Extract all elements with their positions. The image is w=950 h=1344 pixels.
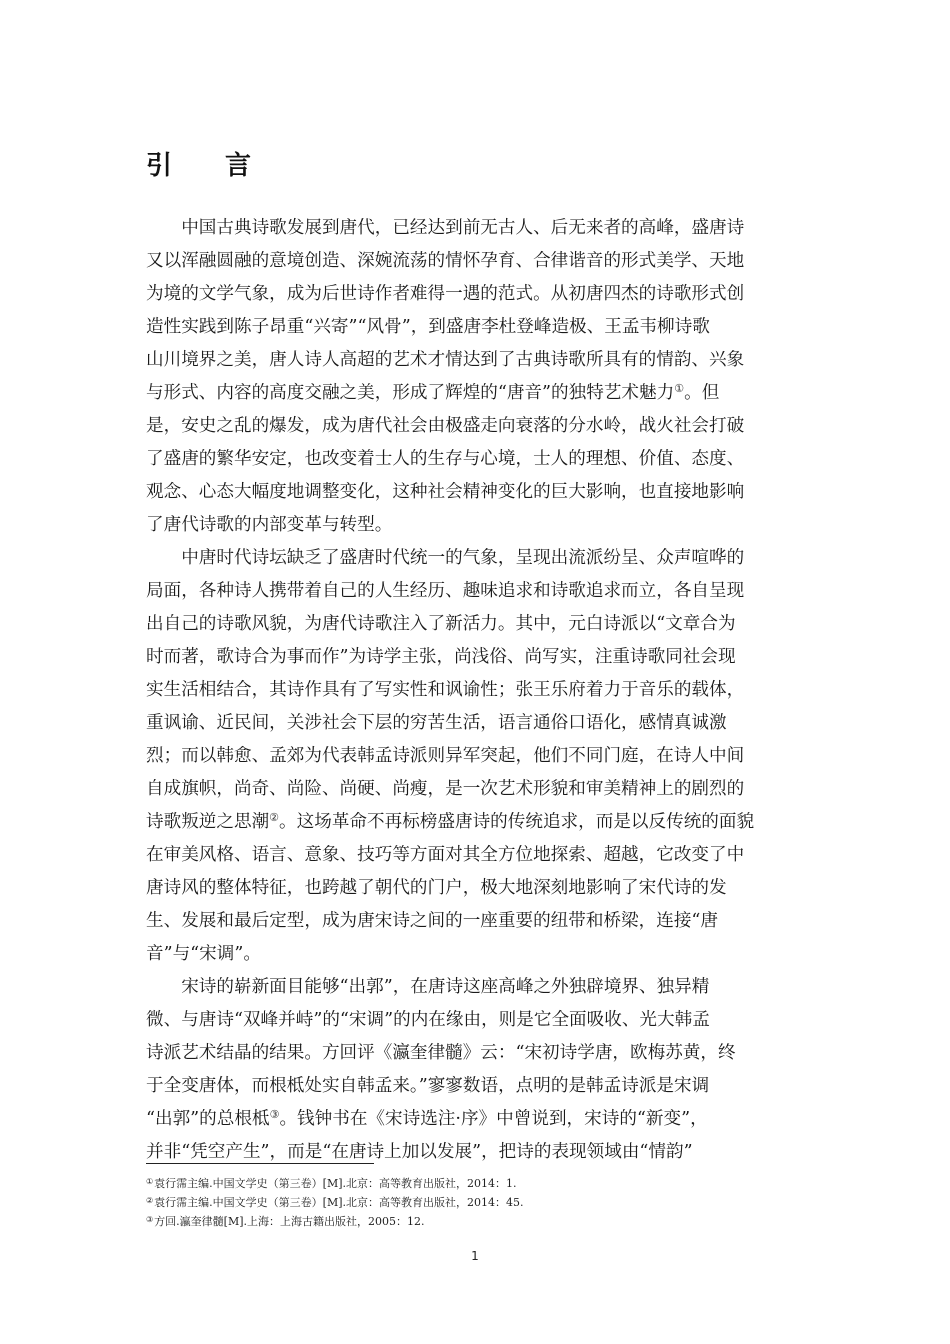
text-line: 于全变唐体，而根柢处实自韩孟来。”寥寥数语，点明的是韩孟诗派是宋调 [146,1076,710,1096]
footnote-divider [146,1163,374,1164]
text-line: 并非“凭空产生”，而是“在唐诗上加以发展”，把诗的表现领域由“情韵” [146,1142,693,1162]
text-segment: “出郭”的总根柢 [146,1109,270,1129]
text-line: 观念、心态大幅度地调整变化，这种社会精神变化的巨大影响，也直接地影响 [146,482,745,502]
footnote-mark: ② [146,1196,154,1205]
footnotes [146,1172,808,1229]
footnote-mark: ① [146,1177,154,1186]
text-segment: 。但 [684,383,720,403]
page-number: 1 [471,1249,479,1263]
text-line: 实生活相结合，其诗作具有了写实性和讽谕性；张王乐府着力于音乐的载体， [146,680,745,700]
text-segment: 诗歌叛逆之思潮 [146,812,270,832]
text-line: 在审美风格、语言、意象、技巧等方面对其全方位地探索、超越，它改变了中 [146,845,745,865]
text-line: 中国古典诗歌发展到唐代，已经达到前无古人、后无来者的高峰，盛唐诗 [146,218,745,238]
text-line: 诗派艺术结晶的结果。方回评《瀛奎律髓》云：“宋初诗学唐，欧梅苏黄，终 [146,1043,736,1063]
text-line: 音”与“宋调”。 [146,944,261,964]
text-line: 烈；而以韩愈、孟郊为代表韩孟诗派则异军突起，他们不同门庭，在诗人中间 [146,746,745,766]
text-line: 时而著，歌诗合为事而作”为诗学主张，尚浅俗、尚写实，注重诗歌同社会现 [146,647,736,667]
text-segment: 与形式、内容的高度交融之美，形成了辉煌的“唐音”的独特艺术魅力 [146,383,675,403]
text-line: 唐诗风的整体特征，也跨越了朝代的门户，极大地深刻地影响了宋代诗的发 [146,878,727,898]
footnote-2 [146,1191,808,1210]
footnote-ref-3[interactable]: ③ [269,1108,280,1121]
text-line: 重讽谕、近民间，关涉社会下层的穷苦生活，语言通俗口语化，感情真诚激 [146,713,727,733]
footnote-text: 方回.瀛奎律髓[M].上海：上海古籍出版社，2005：12. [154,1215,425,1228]
body-text [146,212,808,1169]
text-line [146,806,808,839]
section-heading: 引 言 [146,151,274,181]
text-line [146,1103,808,1136]
text-line: 造性实践到陈子昂重“兴寄”“风骨”，到盛唐李杜登峰造极、王孟韦柳诗歌 [146,317,710,337]
footnote-mark: ③ [146,1215,154,1224]
text-line: 了盛唐的繁华安定，也改变着士人的生存与心境，士人的理想、价值、态度、 [146,449,745,469]
text-line: 微、与唐诗“双峰并峙”的“宋调”的内在缘由，则是它全面吸收、光大韩孟 [146,1010,710,1030]
text-segment: 。钱钟书在《宋诗选注·序》中曾说到，宋诗的“新变”， [279,1109,708,1129]
text-line: 中唐时代诗坛缺乏了盛唐时代统一的气象，呈现出流派纷呈、众声喧哗的 [146,548,745,568]
text-line: 为境的文学气象，成为后世诗作者难得一遇的范式。从初唐四杰的诗歌形式创 [146,284,745,304]
text-line: 出自己的诗歌风貌，为唐代诗歌注入了新活力。其中，元白诗派以“文章合为 [146,614,736,634]
text-line: 自成旗帜，尚奇、尚险、尚硬、尚瘦，是一次艺术形貌和审美精神上的剧烈的 [146,779,745,799]
footnote-3 [146,1210,808,1229]
text-line: 宋诗的崭新面目能够“出郭”，在唐诗这座高峰之外独辟境界、独异精 [146,977,710,997]
text-line: 生、发展和最后定型，成为唐宋诗之间的一座重要的纽带和桥梁，连接“唐 [146,911,718,931]
footnote-text: 袁行霈主编.中国文学史（第三卷）[M].北京：高等教育出版社，2014：1. [154,1177,517,1190]
footnote-ref-2[interactable]: ② [269,811,280,824]
footnote-1 [146,1172,808,1191]
footnote-ref-1[interactable]: ① [674,382,685,395]
text-line [146,377,808,410]
text-segment: 。这场革命不再标榜盛唐诗的传统追求，而是以反传统的面貌 [279,812,755,832]
text-line: 又以浑融圆融的意境创造、深婉流荡的情怀孕育、合律谐音的形式美学、天地 [146,251,745,271]
text-line: 山川境界之美，唐人诗人高超的艺术才情达到了古典诗歌所具有的情韵、兴象 [146,350,745,370]
text-line: 了唐代诗歌的内部变革与转型。 [146,515,393,535]
text-line: 局面，各种诗人携带着自己的人生经历、趣味追求和诗歌追求而立，各自呈现 [146,581,745,601]
footnote-text: 袁行霈主编.中国文学史（第三卷）[M].北京：高等教育出版社，2014：45. [154,1196,524,1209]
text-line: 是，安史之乱的爆发，成为唐代社会由极盛走向衰落的分水岭，战火社会打破 [146,416,745,436]
